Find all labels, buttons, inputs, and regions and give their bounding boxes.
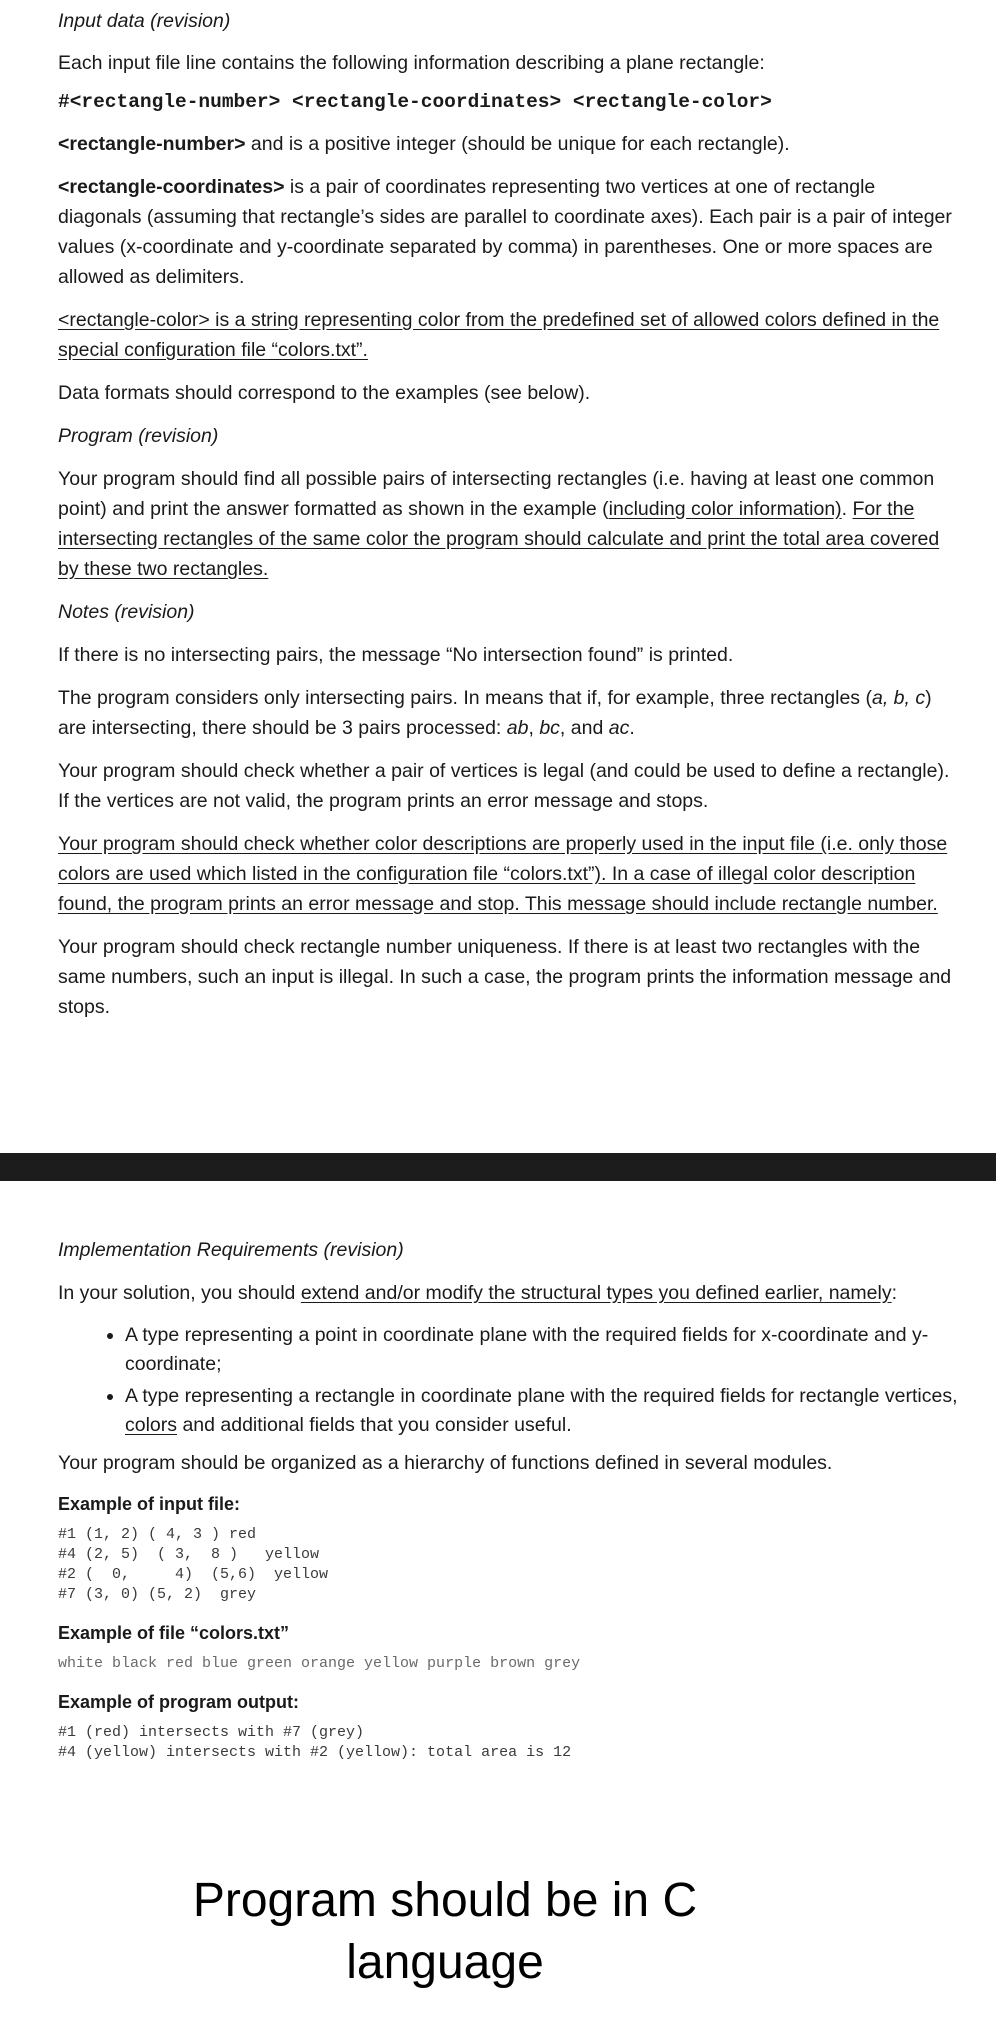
example-input-block (58, 1525, 958, 1605)
example-colors-line: white black red blue green orange yellow purple brown grey (58, 1655, 581, 1672)
example-output-block (58, 1723, 958, 1763)
code-line: #2 ( 0, 4) (5,6) yellow (58, 1566, 329, 1583)
rectangle-coordinates-paragraph (58, 172, 958, 292)
program-text-b: . (841, 498, 853, 520)
rectangle-number-desc: and is a positive integer (should be unique for each rectangle). (245, 133, 790, 155)
impl-text-a: In your solution, you should (58, 1282, 301, 1304)
program-text-color-info: including color information) (608, 498, 842, 520)
implementation-intro (58, 1278, 958, 1308)
data-formats-note: Data formats should correspond to the examples (see below). (58, 382, 591, 404)
note-pairs-e: . (629, 717, 635, 739)
note-pairs-abc: a, b, c (871, 687, 926, 709)
code-line: #7 (3, 0) (5, 2) grey (58, 1586, 257, 1603)
note-vertices: Your program should check whether a pair of vertices is legal (and could be used to define a rectangle). If the vertices are not valid, the program prints an error message and stops. (58, 760, 950, 812)
rectangle-coordinates-term: <rectangle-coordinates> (58, 176, 285, 198)
requirements-list (58, 1321, 958, 1440)
impl-text-underlined: extend and/or modify the structural types you defined earlier, namely (300, 1282, 892, 1304)
example-colors-title: Example of file “colors.txt” (58, 1623, 290, 1643)
heading-notes: Notes (revision) (58, 601, 195, 623)
assignment-section-implementation (58, 1235, 958, 1781)
heading-implementation: Implementation Requirements (revision) (58, 1239, 404, 1261)
note-pairs-b: ) are intersecting, there should be 3 pairs processed: (58, 687, 932, 739)
note-pairs-d: , and (559, 717, 609, 739)
note-pairs-ab: ab (506, 717, 529, 739)
code-line: #4 (yellow) intersects with #2 (yellow): total area is 12 (58, 1744, 572, 1761)
organization-note: Your program should be organized as a hierarchy of functions defined in several modules. (58, 1452, 833, 1474)
input-line-description: Each input file line contains the following information describing a plane rectangle: (58, 52, 765, 74)
language-line-2: language (346, 1936, 544, 1989)
program-text-a: Your program should find all possible pairs of intersecting rectangles (i.e. having at least one common point) and print the answer formatted as shown in the example ( (58, 468, 935, 520)
rectangle-color-term: <rectangle-color> (58, 309, 210, 331)
assignment-section-input (58, 6, 958, 1035)
note-pairs-a: The program considers only intersecting pairs. In means that if, for example, three rectangles ( (58, 687, 872, 709)
note-colors: Your program should check whether color descriptions are properly used in the input file (i.e. only those colors are used which listed in the configuration file “colors.txt”). In a case of illegal color description found, the program prints an error message and stop. This message should include rectangle number. (58, 833, 948, 915)
note-pairs-ac: ac (608, 717, 630, 739)
page-divider (0, 1153, 996, 1181)
heading-program: Program (revision) (58, 425, 219, 447)
program-text-area: For the intersecting rectangles of the same color the program should calculate and print the total area covered by these two rectangles. (58, 498, 940, 580)
bullet2-text-b: and additional fields that you consider useful. (177, 1414, 572, 1436)
bullet2-colors: colors (125, 1414, 178, 1436)
note-pairs-c: , (528, 717, 540, 739)
code-line: #4 (2, 5) ( 3, 8 ) yellow (58, 1546, 320, 1563)
code-line: #1 (1, 2) ( 4, 3 ) red (58, 1526, 257, 1543)
rectangle-color-paragraph (58, 305, 958, 365)
impl-text-b: : (891, 1282, 897, 1304)
note-pairs (58, 683, 958, 743)
code-line: #1 (red) intersects with #7 (grey) (58, 1724, 365, 1741)
rectangle-number-paragraph (58, 129, 958, 159)
input-format-line: #<rectangle-number> <rectangle-coordinates> <rectangle-color> (58, 91, 772, 113)
bullet2-text-a: A type representing a rectangle in coordinate plane with the required fields for rectangle vertices, (125, 1385, 958, 1407)
note-uniqueness: Your program should check rectangle number uniqueness. If there is at least two rectangles with the same numbers, such an input is illegal. In such a case, the program prints the information message and stops. (58, 936, 952, 1018)
program-paragraph (58, 464, 958, 584)
note-pairs-bc: bc (539, 717, 560, 739)
language-line-1: Program should be in C (192, 1874, 698, 1927)
example-input-title: Example of input file: (58, 1494, 241, 1514)
rectangle-coordinates-desc: is a pair of coordinates representing two vertices at one of rectangle diagonals (assuming that rectangle’s sides are parallel to coordinate axes). Each pair is a pair of integer values (x-coordinate and y-coordinate separated by comma) in parentheses. One or more spaces are allowed as delimiters. (58, 176, 952, 288)
note-no-intersection: If there is no intersecting pairs, the message “No intersection found” is printed. (58, 644, 734, 666)
heading-input-data: Input data (revision) (58, 10, 231, 32)
rectangle-color-desc: is a string representing color from the predefined set of allowed colors defined in the special configuration file “colors.txt”. (58, 309, 940, 361)
example-output-title: Example of program output: (58, 1692, 300, 1712)
list-item: • A type representing a point in coordinate plane with the required fields for x-coordinate and y-coordinate; (125, 1321, 958, 1379)
list-item (125, 1382, 958, 1440)
rectangle-number-term: <rectangle-number> (58, 133, 246, 155)
language-requirement (0, 1870, 890, 1994)
